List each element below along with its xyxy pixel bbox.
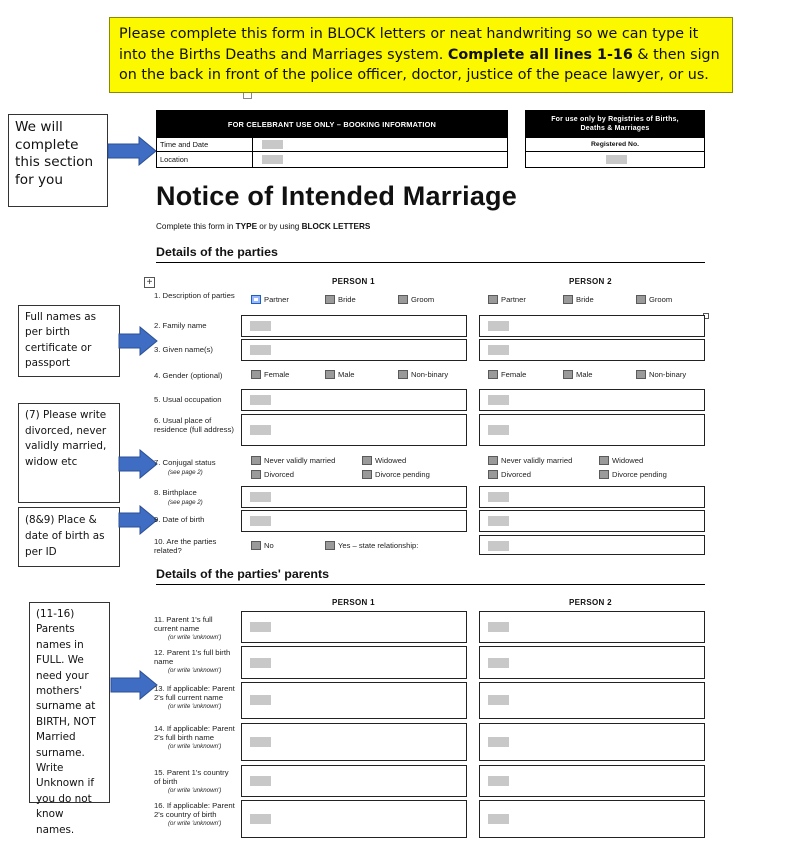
- given-names-p1[interactable]: [241, 339, 467, 361]
- row-label: [154, 725, 236, 752]
- parent2-birth-name-p1[interactable]: [241, 723, 467, 761]
- banner-text: Please complete this form in BLOCK letters or neat handwriting so we can type it into the Births Deaths and Marriages system.: [119, 26, 699, 63]
- checkbox[interactable]: [563, 295, 573, 304]
- option-label: Divorce pending: [375, 470, 430, 479]
- row-label: [154, 649, 236, 676]
- option-label: Bride: [338, 295, 356, 304]
- row-hint: (or write 'unknown'): [168, 667, 222, 675]
- checkbox[interactable]: [599, 470, 609, 479]
- row-hint: (see page 2): [168, 468, 203, 476]
- row-label-text: 14. If applicable: Parent 2's full birth name: [154, 724, 235, 742]
- row-label: 9. Date of birth: [154, 515, 205, 524]
- option-label: Female: [264, 370, 290, 379]
- row-label: 10. Are the parties related?: [154, 537, 217, 555]
- option-label: Divorced: [501, 470, 531, 479]
- checkbox[interactable]: [599, 456, 609, 465]
- booking-row-time: [157, 138, 507, 152]
- checkbox[interactable]: [398, 295, 408, 304]
- given-names-p2[interactable]: [479, 339, 705, 361]
- date-of-birth-p2[interactable]: [479, 510, 705, 532]
- checkbox[interactable]: [636, 370, 646, 379]
- option-label: Groom: [411, 295, 435, 304]
- section-parents-heading: Details of the parties' parents: [156, 567, 705, 585]
- subtitle-type: TYPE: [235, 222, 258, 231]
- option-never-married-p1[interactable]: [251, 456, 335, 465]
- banner-anchor: [243, 93, 252, 99]
- location-field[interactable]: [262, 155, 283, 164]
- option-partner-p2[interactable]: [488, 295, 526, 304]
- option-label: Groom: [649, 295, 673, 304]
- option-label: Yes – state relationship:: [338, 541, 419, 550]
- banner-bold-text: Complete all lines 1-16: [447, 46, 633, 63]
- parent2-country-p2[interactable]: [479, 800, 705, 838]
- row-label: 3. Given name(s): [154, 345, 213, 354]
- banner-text-end: & then sign on the back in front of the police officer, doctor, justice of the peace lawyer, or us.: [119, 46, 720, 83]
- checkbox[interactable]: [488, 470, 498, 479]
- checkbox[interactable]: [325, 541, 335, 550]
- note-text: Full names as per birth certificate or passport: [25, 311, 97, 370]
- row-label-text: 16. If applicable: Parent 2's country of birth: [154, 801, 235, 819]
- option-nonbinary-p1[interactable]: [398, 370, 448, 379]
- option-partner-p1[interactable]: [251, 295, 289, 304]
- booking-table: [156, 110, 508, 168]
- row-label: 2. Family name: [154, 321, 207, 330]
- occupation-p1[interactable]: [241, 389, 467, 411]
- note-parents: [29, 602, 110, 836]
- option-male-p1[interactable]: [325, 370, 354, 379]
- subtitle-block: BLOCK LETTERS: [301, 222, 371, 231]
- option-bride-p1[interactable]: [325, 295, 356, 304]
- parent2-birth-name-p2[interactable]: [479, 723, 705, 761]
- row-hint: (or write 'unknown'): [168, 743, 222, 751]
- option-label: Non-binary: [649, 370, 687, 379]
- checkbox[interactable]: [325, 370, 335, 379]
- option-label: Widowed: [375, 456, 407, 465]
- option-divorced-p2[interactable]: [488, 470, 531, 479]
- parent1-country-p2[interactable]: [479, 765, 705, 797]
- family-name-p1[interactable]: [241, 315, 467, 337]
- checkbox[interactable]: [362, 456, 372, 465]
- option-label: Widowed: [612, 456, 644, 465]
- note-text: (8&9) Place & date of birth as per ID: [25, 514, 105, 558]
- parent1-country-p1[interactable]: [241, 765, 467, 797]
- note-text: (11-16) Parents names in FULL. We need your mothers' surname at BIRTH, NOT Married surname. Write Unknown if you do not know names.: [36, 608, 96, 836]
- checkbox[interactable]: [251, 370, 261, 379]
- option-male-p2[interactable]: [563, 370, 592, 379]
- option-label: Non-binary: [411, 370, 449, 379]
- checkbox[interactable]: [251, 541, 261, 550]
- row-label-text: 12. Parent 1's full birth name: [154, 648, 231, 666]
- registry-table: [525, 110, 705, 168]
- person2-heading: PERSON 2: [569, 277, 612, 286]
- parent2-country-p1[interactable]: [241, 800, 467, 838]
- checkbox[interactable]: [325, 295, 335, 304]
- parent1-current-name-p1[interactable]: [241, 611, 467, 643]
- person1-heading: PERSON 1: [332, 277, 375, 286]
- row-hint: (or write 'unknown'): [168, 703, 222, 711]
- occupation-p2[interactable]: [479, 389, 705, 411]
- option-female-p2[interactable]: [488, 370, 526, 379]
- checkbox[interactable]: [362, 470, 372, 479]
- row-hint: (or write 'unknown'): [168, 634, 222, 642]
- person2-heading: PERSON 2: [569, 598, 612, 607]
- checkbox[interactable]: [563, 370, 573, 379]
- option-label: Male: [576, 370, 593, 379]
- option-divorced-p1[interactable]: [251, 470, 294, 479]
- note-text: (7) Please write divorced, never validly married, widow etc: [25, 409, 107, 468]
- checkbox[interactable]: [251, 295, 261, 304]
- option-groom-p2[interactable]: [636, 295, 672, 304]
- row-label-text: 13. If applicable: Parent 2's full current name: [154, 684, 235, 702]
- parent1-birth-name-p1[interactable]: [241, 646, 467, 679]
- option-label: No: [264, 541, 274, 550]
- page-title: Notice of Intended Marriage: [156, 181, 517, 211]
- person1-heading: PERSON 1: [332, 598, 375, 607]
- subtitle-text: or by using: [257, 222, 302, 231]
- checkbox[interactable]: [636, 295, 646, 304]
- form-subtitle: [156, 222, 370, 231]
- option-groom-p1[interactable]: [398, 295, 434, 304]
- option-label: Partner: [501, 295, 526, 304]
- checkbox[interactable]: [251, 456, 261, 465]
- row-label: [154, 769, 236, 796]
- row-label: 5. Usual occupation: [154, 395, 222, 404]
- arrow-icon: [118, 505, 158, 535]
- checkbox[interactable]: [488, 456, 498, 465]
- note-full-names: [18, 305, 120, 377]
- option-never-married-p2[interactable]: [488, 456, 572, 465]
- residence-p1[interactable]: [241, 414, 467, 446]
- row-label: [154, 459, 216, 477]
- option-widowed-p2[interactable]: [599, 456, 643, 465]
- row-label: [154, 489, 203, 507]
- row-label-text: 11. Parent 1's full current name: [154, 615, 213, 633]
- booking-row-location: [157, 152, 507, 167]
- residence-p2[interactable]: [479, 414, 705, 446]
- option-widowed-p1[interactable]: [362, 456, 406, 465]
- row-label: 1. Description of parties: [154, 291, 235, 300]
- checkbox[interactable]: [398, 370, 408, 379]
- move-handle-icon[interactable]: +: [144, 277, 155, 288]
- row-label-text: 7. Conjugal status: [154, 458, 216, 467]
- note-complete-section: [8, 114, 108, 207]
- option-female-p1[interactable]: [251, 370, 289, 379]
- note-place-date: [18, 507, 120, 567]
- option-label: Bride: [576, 295, 594, 304]
- option-label: Divorced: [264, 470, 294, 479]
- option-divorce-pending-p2[interactable]: [599, 470, 667, 479]
- arrow-icon: [118, 326, 158, 356]
- parent1-current-name-p2[interactable]: [479, 611, 705, 643]
- row-hint: (or write 'unknown'): [168, 787, 222, 795]
- date-of-birth-p1[interactable]: [241, 510, 467, 532]
- registered-no-label: Registered No.: [526, 138, 704, 152]
- subtitle-text: Complete this form in: [156, 222, 236, 231]
- row-hint: (see page 2): [168, 498, 203, 506]
- option-label: Never validly married: [501, 456, 573, 465]
- section-parties-heading: Details of the parties: [156, 245, 705, 263]
- row-label: 4. Gender (optional): [154, 371, 223, 380]
- family-name-p2[interactable]: [479, 315, 705, 337]
- row-label-text: 15. Parent 1's country of birth: [154, 768, 229, 786]
- arrow-icon: [107, 136, 157, 166]
- option-label: Never validly married: [264, 456, 336, 465]
- parent1-birth-name-p2[interactable]: [479, 646, 705, 679]
- row-label: [154, 616, 236, 643]
- option-nonbinary-p2[interactable]: [636, 370, 686, 379]
- booking-header: FOR CELEBRANT USE ONLY – BOOKING INFORMATION: [157, 111, 507, 138]
- option-divorce-pending-p1[interactable]: [362, 470, 430, 479]
- birthplace-p2[interactable]: [479, 486, 705, 508]
- option-label: Divorce pending: [612, 470, 667, 479]
- option-label: Female: [501, 370, 527, 379]
- row-label: [154, 685, 236, 712]
- row-label: [154, 802, 236, 829]
- note-conjugal: [18, 403, 120, 503]
- arrow-icon: [118, 449, 158, 479]
- time-date-label: Time and Date: [160, 140, 209, 149]
- checkbox[interactable]: [488, 295, 498, 304]
- instruction-banner: [109, 17, 733, 93]
- row-label: 6. Usual place of residence (full address): [154, 416, 234, 434]
- parent2-current-name-p2[interactable]: [479, 682, 705, 719]
- option-label: Partner: [264, 295, 289, 304]
- option-bride-p2[interactable]: [563, 295, 594, 304]
- relationship-field[interactable]: [479, 535, 705, 555]
- checkbox[interactable]: [251, 470, 261, 479]
- parent2-current-name-p1[interactable]: [241, 682, 467, 719]
- option-related-yes[interactable]: [325, 541, 418, 550]
- birthplace-p1[interactable]: [241, 486, 467, 508]
- registered-no-field[interactable]: [606, 155, 627, 164]
- option-related-no[interactable]: [251, 541, 274, 550]
- row-hint: (or write 'unknown'): [168, 820, 222, 828]
- location-label: Location: [160, 155, 188, 164]
- note-text: We will complete this section for you: [15, 119, 94, 188]
- checkbox[interactable]: [488, 370, 498, 379]
- option-label: Male: [338, 370, 355, 379]
- registry-header: For use only by Registries of Births, Deaths & Marriages: [526, 111, 704, 138]
- time-date-field[interactable]: [262, 140, 283, 149]
- arrow-icon: [110, 670, 158, 700]
- row-label-text: 8. Birthplace: [154, 488, 197, 497]
